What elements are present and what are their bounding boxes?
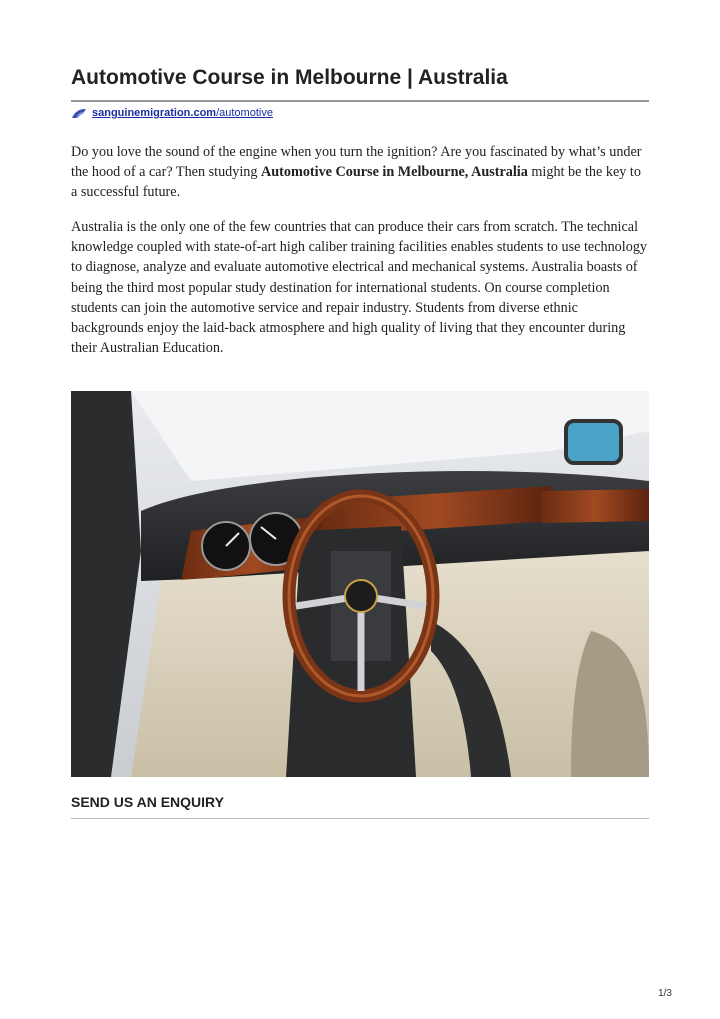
link-icon	[71, 108, 87, 119]
body-paragraph: Australia is the only one of the few countries that can produce their cars from scratch. The technical knowledge coupled with state-of-art high caliber training facilities enables students to use technology to diagnose, analyze and evaluate automotive electrical and mechanical systems. Australia boasts of being the third most popular study destination for international students. On course completion students can join the automotive service and repair industry. Students from diverse ethnic backgrounds enjoy the laid-back atmosphere and high quality of living that they encounter during their Australian Education.	[71, 219, 647, 357]
source-link[interactable]	[71, 107, 273, 119]
intro-paragraph	[71, 142, 649, 203]
source-domain[interactable]: sanguinemigration.com	[92, 107, 217, 119]
page-title: Automotive Course in Melbourne | Australia	[71, 66, 508, 89]
car-interior-photo	[71, 391, 649, 777]
page-number: 1/3	[658, 988, 672, 999]
enquiry-heading: SEND US AN ENQUIRY	[71, 794, 224, 810]
intro-text-start: Do you love the sound of the engine when you turn the ignition? Are you fascinated by what’s under the hood of a car? Then studying	[71, 144, 642, 181]
intro-text-end: might be the key to a successful future.	[71, 164, 641, 201]
source-path[interactable]: /automotive	[216, 107, 273, 119]
enquiry-divider	[71, 818, 649, 819]
title-divider	[71, 100, 649, 102]
course-name-bold: Automotive Course in Melbourne, Australia	[261, 164, 528, 181]
